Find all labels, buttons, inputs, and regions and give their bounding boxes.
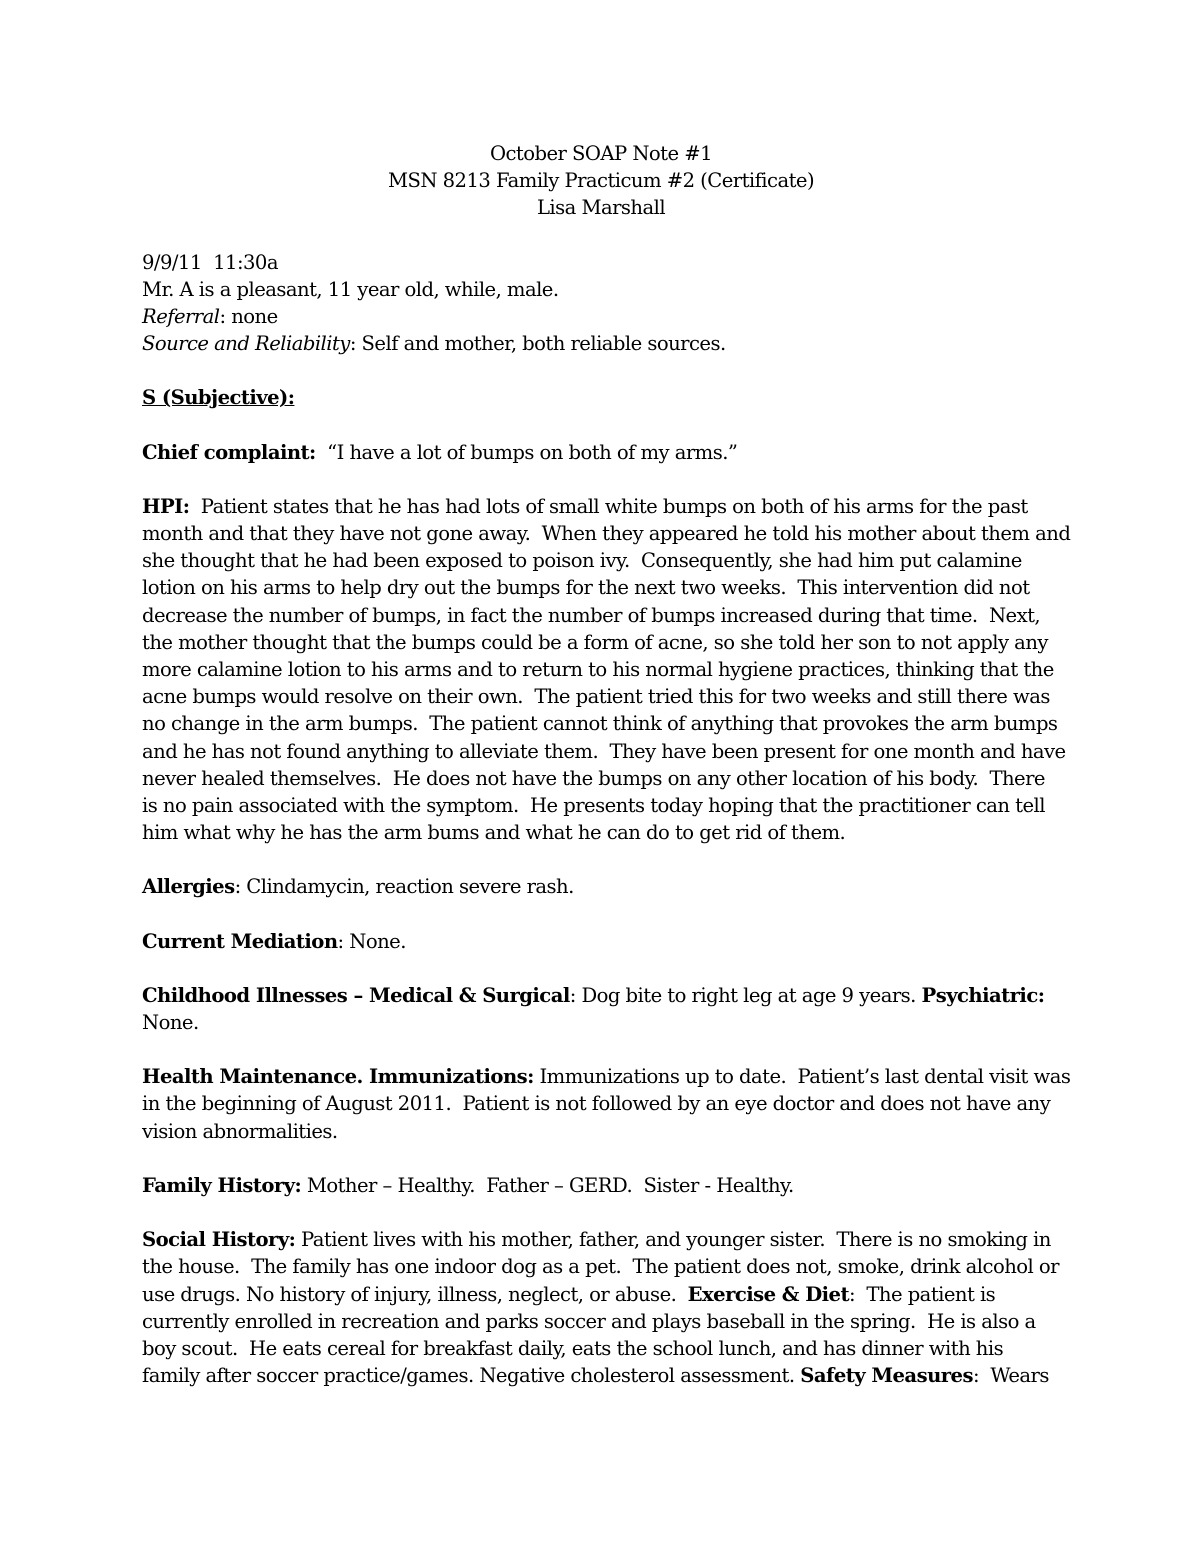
- document-title: October SOAP Note #1: [489, 142, 712, 165]
- health-maintenance-line: vision abnormalities.: [142, 1119, 338, 1143]
- medication-label: Current Mediation: [142, 929, 338, 953]
- social-history-line: boy scout. He eats cereal for breakfast daily, eats the school lunch, and has dinner with his: [142, 1336, 1004, 1360]
- medication-section: [142, 928, 1060, 955]
- hpi-line: lotion on his arms to help dry out the bumps for the next two weeks. This intervention did not: [142, 576, 1030, 600]
- allergies-section: [142, 873, 1060, 900]
- social-history-line: : Wears: [972, 1364, 1049, 1388]
- family-history-text: Mother – Healthy. Father – GERD. Sister - Healthy.: [301, 1173, 794, 1197]
- hpi-line: never healed themselves. He does not have the bumps on any other location of his body. There: [142, 766, 1045, 790]
- subjective-heading: S (Subjective):: [142, 386, 295, 410]
- social-history-label: Social History:: [142, 1228, 296, 1252]
- chief-complaint-label: Chief complaint:: [142, 440, 316, 464]
- hpi-section: [142, 493, 1071, 847]
- social-history-line: : The patient is: [848, 1282, 996, 1306]
- health-maintenance-label: Health Maintenance. Immunizations:: [142, 1065, 534, 1089]
- referral-label: Referral: [142, 305, 220, 329]
- childhood-text: : Dog bite to right leg at age 9 years.: [569, 983, 922, 1007]
- hpi-line: she thought that he had been exposed to poison ivy. Consequently, she had him put calamine: [142, 549, 1022, 573]
- allergies-label: Allergies: [142, 875, 235, 899]
- health-maintenance-line: in the beginning of August 2011. Patient is not followed by an eye doctor and does not have any: [142, 1092, 1051, 1116]
- medication-text: : None.: [337, 929, 406, 953]
- source-line: [142, 330, 1060, 357]
- hpi-label: HPI:: [142, 494, 190, 518]
- source-value: : Self and mother, both reliable sources.: [349, 332, 726, 356]
- health-maintenance-text: Immunizations up to date. Patient’s last dental visit was: [533, 1065, 1071, 1089]
- hpi-line: is no pain associated with the symptom. He presents today hoping that the practitioner can tell: [142, 794, 1045, 818]
- family-history-label: Family History:: [142, 1173, 302, 1197]
- hpi-line: decrease the number of bumps, in fact the number of bumps increased during that time. Next,: [142, 603, 1041, 627]
- social-history-line: use drugs. No history of injury, illness, neglect, or abuse.: [142, 1282, 688, 1306]
- safety-measures-label: Safety Measures: [800, 1364, 973, 1388]
- childhood-section: [142, 982, 1060, 1036]
- social-history-section: [142, 1226, 1060, 1389]
- referral-value: : none: [219, 305, 278, 329]
- exercise-diet-label: Exercise & Diet: [687, 1282, 849, 1306]
- social-history-line: Patient lives with his mother, father, and younger sister. There is no smoking in: [295, 1228, 1051, 1252]
- social-history-line: family after soccer practice/games. Negative cholesterol assessment.: [142, 1364, 801, 1388]
- hpi-line: more calamine lotion to his arms and to return to his normal hygiene practices, thinking that the: [142, 658, 1054, 682]
- hpi-line: him what why he has the arm bums and what he can do to get rid of them.: [142, 821, 846, 845]
- document-header: [142, 140, 1060, 222]
- family-history-section: [142, 1172, 1060, 1199]
- hpi-line: no change in the arm bumps. The patient cannot think of anything that provokes the arm bumps: [142, 712, 1058, 736]
- childhood-label: Childhood Illnesses – Medical & Surgical: [142, 983, 570, 1007]
- intro-block: [142, 249, 1060, 358]
- chief-complaint-text: “I have a lot of bumps on both of my arms.”: [315, 440, 738, 464]
- hpi-line: Patient states that he has had lots of small white bumps on both of his arms for the past: [189, 494, 1028, 518]
- source-label: Source and Reliability: [142, 332, 350, 356]
- psychiatric-text: None.: [142, 1011, 199, 1035]
- chief-complaint: [142, 439, 1060, 466]
- allergies-text: : Clindamycin, reaction severe rash.: [234, 875, 574, 899]
- hpi-line: month and that they have not gone away. When they appeared he told his mother about them and: [142, 522, 1071, 546]
- social-history-line: the house. The family has one indoor dog as a pet. The patient does not, smoke, drink alcohol or: [142, 1255, 1059, 1279]
- hpi-line: acne bumps would resolve on their own. The patient tried this for two weeks and still there was: [142, 685, 1050, 709]
- social-history-line: currently enrolled in recreation and parks soccer and plays baseball in the spring. He is also a: [142, 1309, 1036, 1333]
- author-name: Lisa Marshall: [536, 196, 666, 220]
- health-maintenance-section: [142, 1063, 1071, 1145]
- hpi-line: the mother thought that the bumps could be a form of acne, so she told her son to not apply any: [142, 630, 1048, 654]
- subjective-section-heading: [142, 384, 1060, 411]
- patient-description: Mr. A is a pleasant, 11 year old, while, male.: [142, 277, 559, 301]
- psychiatric-label: Psychiatric:: [921, 983, 1045, 1007]
- course-name: MSN 8213 Family Practicum #2 (Certificate): [387, 169, 815, 193]
- hpi-line: and he has not found anything to alleviate them. They have been present for one month and have: [142, 739, 1066, 763]
- referral-line: [142, 303, 1060, 330]
- visit-datetime: 9/9/11 11:30a: [142, 250, 278, 274]
